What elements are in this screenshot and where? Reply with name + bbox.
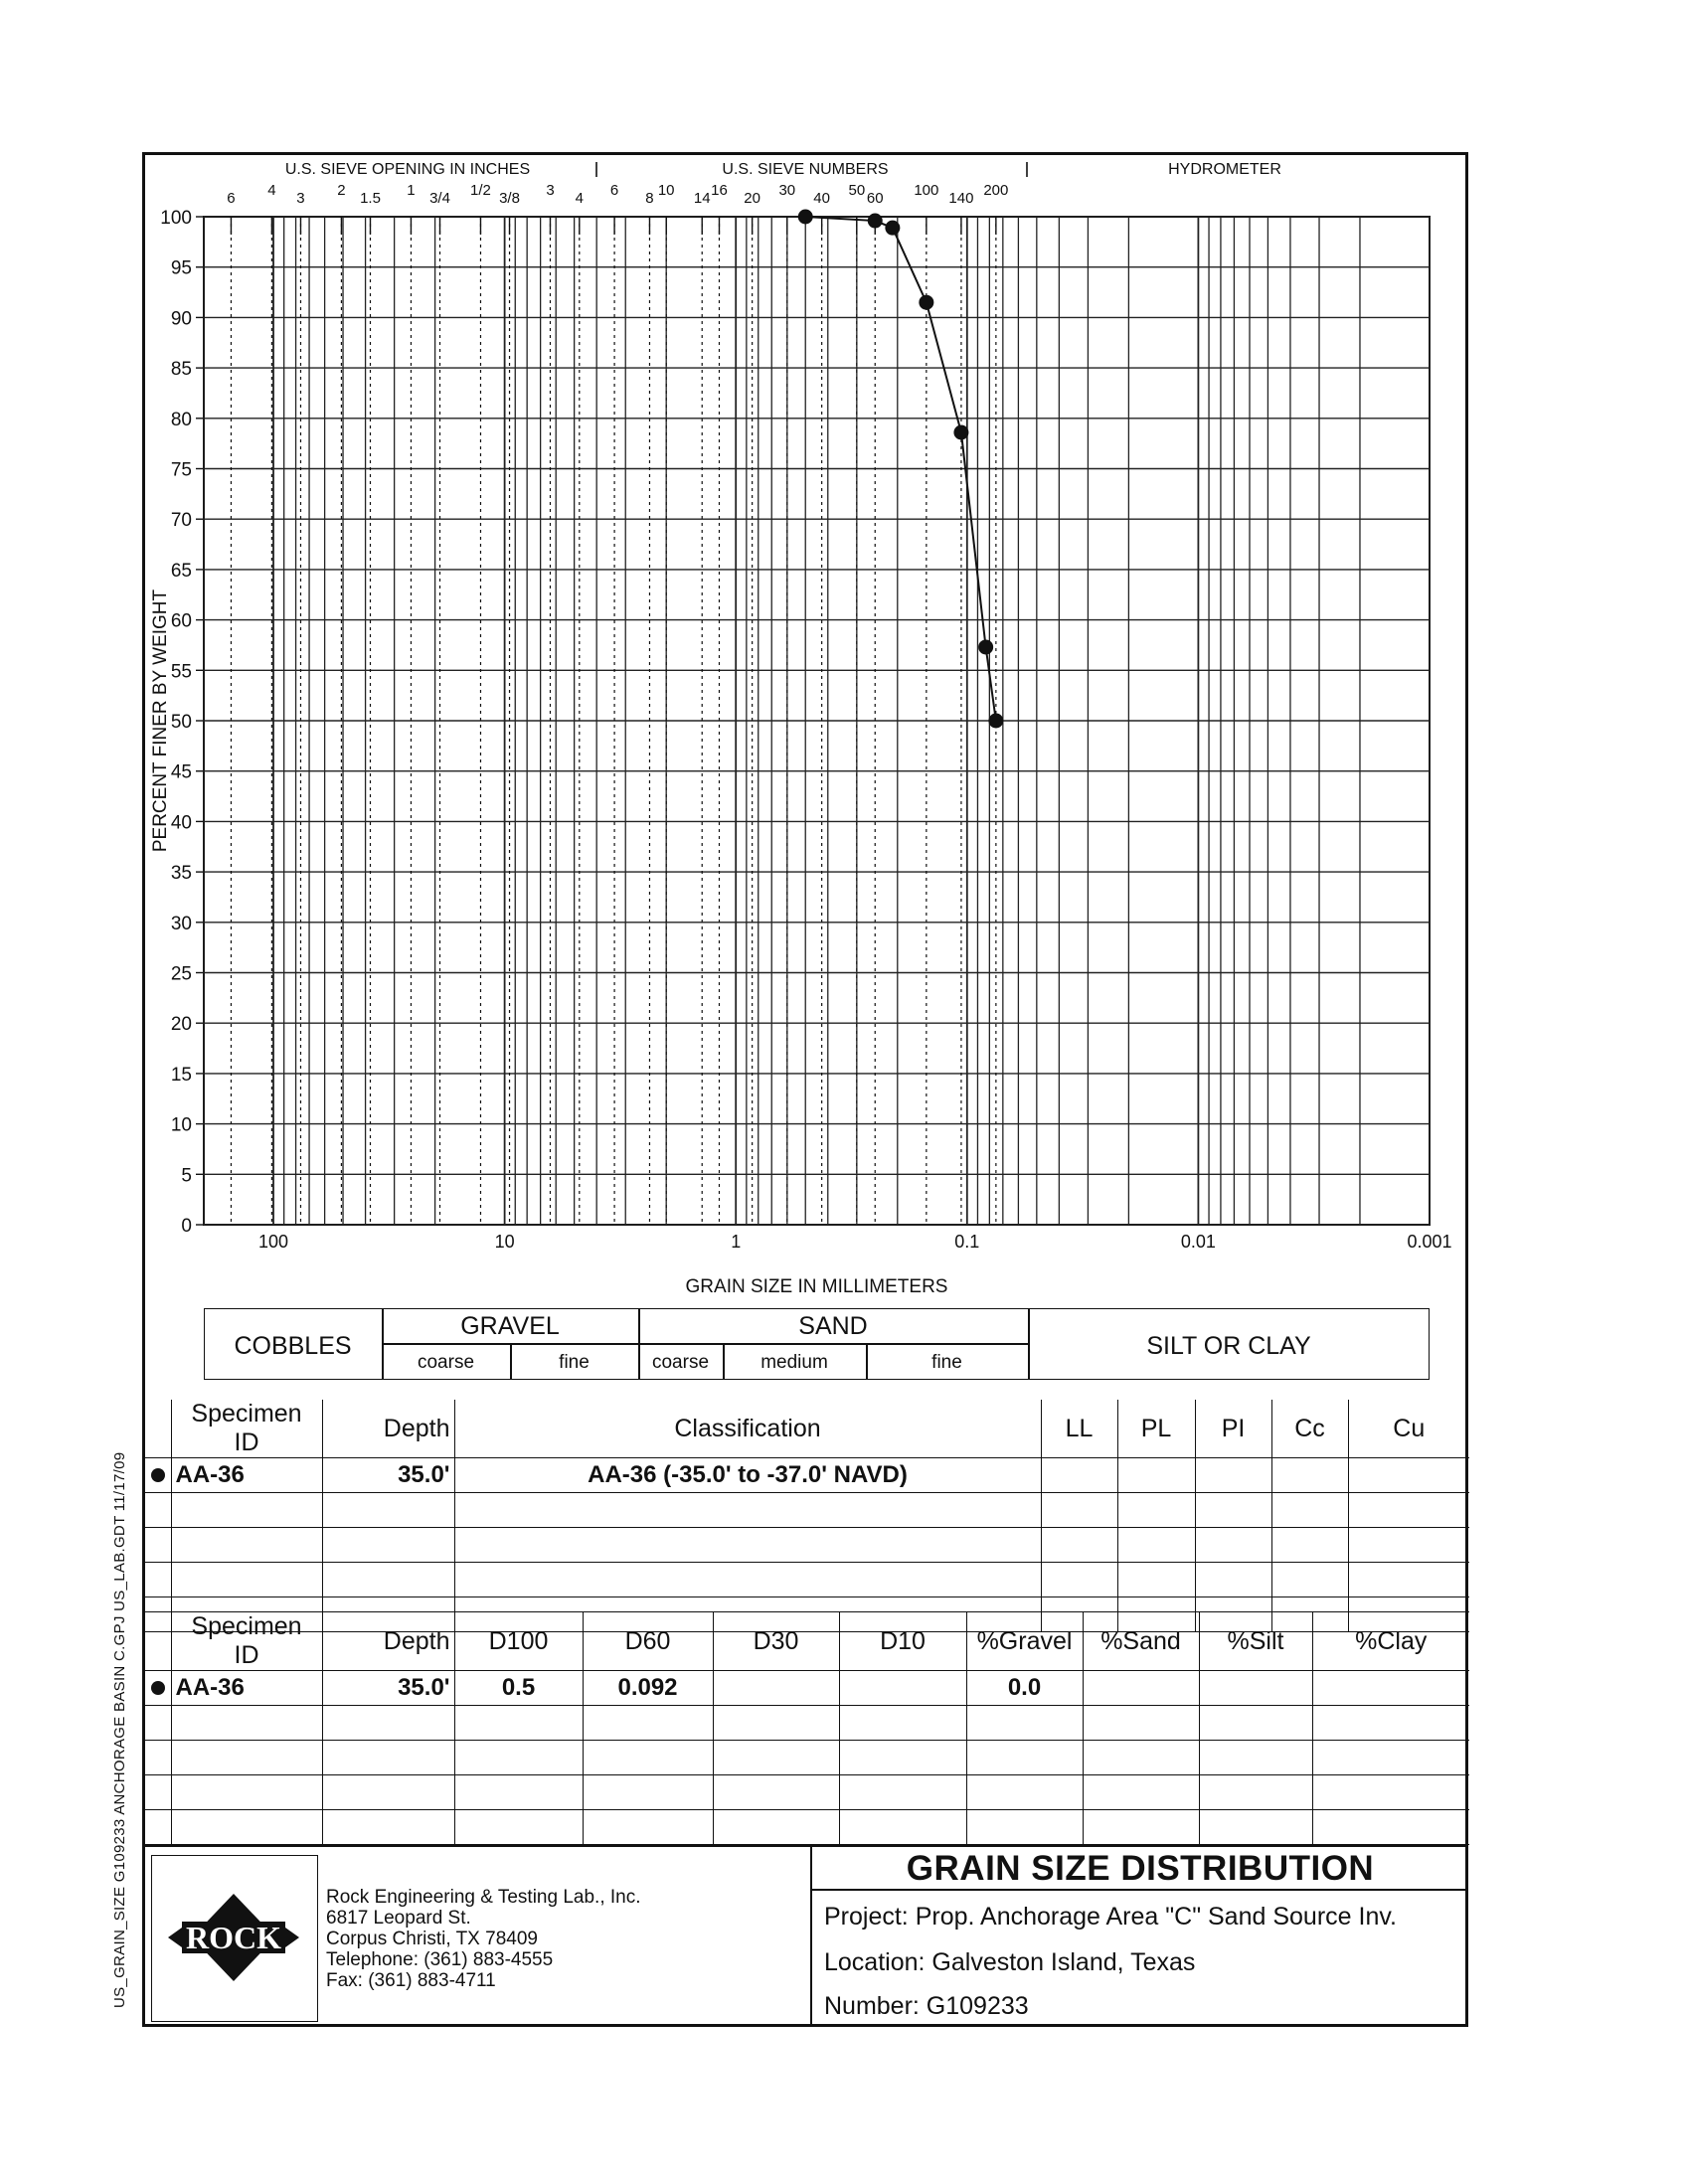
report-title-block (812, 1847, 1468, 2027)
empty-cell (171, 1775, 322, 1810)
d10-cell (839, 1671, 966, 1706)
silt-clay-label: SILT OR CLAY (1146, 1332, 1311, 1360)
empty-cell (1199, 1741, 1312, 1775)
depth-cell: 35.0' (322, 1458, 454, 1493)
pi-cell (1195, 1458, 1271, 1493)
empty-cell (145, 1706, 171, 1741)
company-fax: Fax: (361) 883-4711 (326, 1970, 496, 1991)
empty-cell (322, 1775, 454, 1810)
divider-line (382, 1343, 1028, 1345)
sieve-label: 1 (407, 182, 416, 199)
table-row (145, 1706, 1469, 1741)
data-point (953, 424, 968, 439)
x-tick-label: 10 (494, 1232, 515, 1252)
empty-cell (171, 1528, 322, 1563)
table-header-row (145, 1400, 1469, 1458)
company-logo-box (151, 1855, 318, 2022)
x-axis-label: GRAIN SIZE IN MILLIMETERS (685, 1276, 948, 1297)
header-d10: D10 (839, 1612, 966, 1671)
filled-circle-icon (151, 1681, 165, 1695)
sieve-label: 10 (657, 182, 675, 199)
sieve-label: 100 (914, 182, 939, 199)
empty-cell (583, 1775, 713, 1810)
empty-cell (583, 1810, 713, 1845)
sieve-label: 6 (609, 182, 619, 199)
sieve-label: 2 (337, 182, 346, 199)
header-ll: LL (1041, 1400, 1117, 1458)
cu-cell (1348, 1458, 1469, 1493)
sand-percent-cell (1083, 1671, 1199, 1706)
y-tick-label: 30 (170, 913, 192, 934)
empty-cell (145, 1528, 171, 1563)
y-tick-label: 20 (170, 1014, 192, 1036)
table-row (145, 1741, 1469, 1775)
filled-circle-icon (151, 1468, 165, 1482)
table-row (145, 1458, 1469, 1493)
rock-logo-icon (152, 1856, 316, 2020)
empty-cell (322, 1493, 454, 1528)
table-row (145, 1810, 1469, 1845)
header-d60: D60 (583, 1612, 713, 1671)
empty-cell (1312, 1741, 1469, 1775)
sand-medium-label: medium (760, 1352, 828, 1373)
sieve-label: 200 (983, 182, 1009, 199)
title-underline (812, 1889, 1468, 1891)
empty-cell (1195, 1563, 1271, 1597)
table-row (145, 1493, 1469, 1528)
sieve-label: 20 (744, 190, 760, 207)
sieve-label: 1.5 (360, 190, 381, 207)
header-classification: Classification (454, 1400, 1041, 1458)
table-row (145, 1775, 1469, 1810)
header-specimen-id: Specimen ID (171, 1612, 322, 1671)
empty-cell (1199, 1706, 1312, 1741)
empty-cell (1117, 1493, 1195, 1528)
empty-cell (171, 1706, 322, 1741)
header-cu: Cu (1348, 1400, 1469, 1458)
empty-cell (583, 1741, 713, 1775)
empty-cell (1041, 1493, 1117, 1528)
sieve-label: 16 (711, 182, 728, 199)
company-phone: Telephone: (361) 883-4555 (326, 1949, 554, 1970)
sieve-label: 3/4 (429, 190, 450, 207)
sieve-label: 50 (848, 182, 866, 199)
d60-cell: 0.092 (583, 1671, 713, 1706)
header-d100: D100 (454, 1612, 583, 1671)
sand-fine-label: fine (931, 1352, 962, 1373)
y-tick-label: 45 (170, 761, 192, 783)
x-tick-label: 0.1 (954, 1232, 980, 1252)
empty-cell (713, 1775, 839, 1810)
empty-cell (1312, 1775, 1469, 1810)
y-tick-label: 85 (170, 359, 192, 381)
sieve-label: 4 (575, 190, 584, 207)
empty-cell (454, 1775, 583, 1810)
sieve-label: 3/8 (499, 190, 520, 207)
empty-cell (454, 1528, 1041, 1563)
empty-cell (1083, 1741, 1199, 1775)
sieve-label: 40 (813, 190, 830, 207)
header-pl: PL (1117, 1400, 1195, 1458)
y-tick-label: 90 (170, 308, 192, 330)
empty-cell (839, 1706, 966, 1741)
atterberg-table (145, 1400, 1469, 1632)
sieve-label: 6 (227, 190, 236, 207)
empty-cell (1271, 1493, 1348, 1528)
header-cc: Cc (1271, 1400, 1348, 1458)
blank-cell (145, 1400, 171, 1458)
empty-cell (713, 1706, 839, 1741)
data-point (868, 214, 883, 229)
sieve-label: 8 (645, 190, 654, 207)
logo-left-arrow-shape (168, 1928, 182, 1947)
empty-cell (145, 1775, 171, 1810)
table-row (145, 1671, 1469, 1706)
y-tick-label: 70 (170, 510, 192, 532)
empty-cell (1271, 1563, 1348, 1597)
d100-cell: 0.5 (454, 1671, 583, 1706)
gravel-coarse-label: coarse (417, 1352, 475, 1373)
data-point (919, 295, 933, 310)
empty-cell (145, 1741, 171, 1775)
company-name: Rock Engineering & Testing Lab., Inc. (326, 1887, 641, 1908)
grain-size-summary-table (145, 1611, 1469, 1845)
table-row (145, 1528, 1469, 1563)
silt-percent-cell (1199, 1671, 1312, 1706)
header-gravel: %Gravel (966, 1612, 1083, 1671)
empty-cell (454, 1810, 583, 1845)
empty-cell (713, 1810, 839, 1845)
y-tick-label: 0 (181, 1216, 192, 1237)
blank-cell (145, 1612, 171, 1671)
empty-cell (1083, 1810, 1199, 1845)
clay-percent-cell (1312, 1671, 1469, 1706)
gravel-label: GRAVEL (460, 1312, 560, 1340)
empty-cell (1117, 1563, 1195, 1597)
empty-cell (1348, 1493, 1469, 1528)
empty-cell (839, 1741, 966, 1775)
empty-cell (583, 1706, 713, 1741)
empty-cell (1199, 1775, 1312, 1810)
sieve-label: 3 (546, 182, 555, 199)
empty-cell (966, 1775, 1083, 1810)
depth-cell: 35.0' (322, 1671, 454, 1706)
y-tick-label: 5 (181, 1165, 192, 1187)
report-title: GRAIN SIZE DISTRIBUTION (906, 1849, 1375, 1888)
empty-cell (1195, 1528, 1271, 1563)
empty-cell (171, 1810, 322, 1845)
empty-cell (966, 1741, 1083, 1775)
empty-cell (322, 1528, 454, 1563)
empty-cell (322, 1563, 454, 1597)
empty-cell (1083, 1775, 1199, 1810)
series-marker (145, 1671, 171, 1706)
sieve-label: 14 (693, 190, 711, 207)
pl-cell (1117, 1458, 1195, 1493)
y-tick-label: 75 (170, 459, 192, 481)
x-tick-label: 100 (257, 1232, 289, 1252)
ll-cell (1041, 1458, 1117, 1493)
company-address-line1: 6817 Leopard St. (326, 1908, 471, 1929)
empty-cell (145, 1563, 171, 1597)
sand-coarse-label: coarse (651, 1352, 710, 1373)
y-axis-label: PERCENT FINER BY WEIGHT (150, 588, 171, 853)
specimen-id-cell: AA-36 (171, 1671, 322, 1706)
section-header-label: U.S. SIEVE OPENING IN INCHES (284, 161, 531, 178)
section-header-label: U.S. SIEVE NUMBERS (722, 161, 889, 178)
empty-cell (454, 1493, 1041, 1528)
cc-cell (1271, 1458, 1348, 1493)
header-silt: %Silt (1199, 1612, 1312, 1671)
y-tick-label: 50 (170, 712, 192, 733)
empty-cell (966, 1706, 1083, 1741)
empty-cell (454, 1741, 583, 1775)
y-tick-label: 25 (170, 963, 192, 985)
header-specimen-id: Specimen ID (171, 1400, 322, 1458)
empty-cell (145, 1810, 171, 1845)
company-address-line2: Corpus Christi, TX 78409 (326, 1929, 538, 1949)
empty-cell (839, 1775, 966, 1810)
logo-text: ROCK (186, 1920, 281, 1955)
empty-cell (1041, 1528, 1117, 1563)
data-point (885, 221, 900, 236)
gravel-percent-cell: 0.0 (966, 1671, 1083, 1706)
series-marker (145, 1458, 171, 1493)
sieve-label: 3 (296, 190, 305, 207)
y-tick-label: 80 (170, 409, 192, 430)
y-tick-label: 65 (170, 560, 192, 582)
empty-cell (322, 1810, 454, 1845)
logo-right-arrow-shape (285, 1928, 299, 1947)
location-line: Location: Galveston Island, Texas (824, 1948, 1196, 1976)
empty-cell (454, 1563, 1041, 1597)
y-tick-label: 95 (170, 257, 192, 279)
empty-cell (322, 1706, 454, 1741)
y-tick-label: 15 (170, 1064, 192, 1086)
y-tick-label: 35 (170, 863, 192, 885)
header-pi: PI (1195, 1400, 1271, 1458)
empty-cell (1199, 1810, 1312, 1845)
empty-cell (1312, 1706, 1469, 1741)
table-row (145, 1563, 1469, 1597)
y-tick-label: 60 (170, 610, 192, 632)
empty-cell (1312, 1810, 1469, 1845)
y-tick-label: 40 (170, 812, 192, 834)
sieve-label: 4 (267, 182, 276, 199)
specimen-id-cell: AA-36 (171, 1458, 322, 1493)
y-tick-label: 10 (170, 1114, 192, 1136)
empty-cell (1117, 1528, 1195, 1563)
data-point (988, 714, 1003, 729)
x-tick-label: 1 (731, 1232, 742, 1252)
empty-cell (171, 1741, 322, 1775)
data-point (978, 639, 993, 654)
header-sand: %Sand (1083, 1612, 1199, 1671)
empty-cell (713, 1741, 839, 1775)
side-file-label: US_GRAIN_SIZE G109233 ANCHORAGE BASIN C.GPJ US_LAB.GDT 11/17/09 (111, 1451, 128, 2008)
sieve-label: 140 (948, 190, 974, 207)
empty-cell (1271, 1528, 1348, 1563)
cobbles-label: COBBLES (234, 1332, 352, 1360)
d30-cell (713, 1671, 839, 1706)
empty-cell (322, 1741, 454, 1775)
empty-cell (171, 1563, 322, 1597)
empty-cell (966, 1810, 1083, 1845)
table-header-row (145, 1612, 1469, 1671)
empty-cell (454, 1706, 583, 1741)
project-line: Project: Prop. Anchorage Area "C" Sand Source Inv. (824, 1903, 1397, 1931)
empty-cell (171, 1493, 322, 1528)
header-d30: D30 (713, 1612, 839, 1671)
classification-cell: AA-36 (-35.0' to -37.0' NAVD) (454, 1458, 1041, 1493)
empty-cell (1041, 1563, 1117, 1597)
section-header-label: HYDROMETER (1168, 161, 1281, 178)
sieve-label: 1/2 (470, 182, 491, 199)
header-depth: Depth (322, 1612, 454, 1671)
sand-label: SAND (798, 1312, 868, 1340)
empty-cell (145, 1493, 171, 1528)
header-clay: %Clay (1312, 1612, 1469, 1671)
y-tick-label: 55 (170, 661, 192, 683)
empty-cell (839, 1810, 966, 1845)
number-line: Number: G109233 (824, 1992, 1029, 2020)
x-tick-label: 0.001 (1407, 1232, 1452, 1252)
sieve-label: 60 (866, 190, 884, 207)
empty-cell (1195, 1493, 1271, 1528)
empty-cell (1083, 1706, 1199, 1741)
empty-cell (1348, 1528, 1469, 1563)
data-point (798, 210, 813, 225)
company-info (326, 1887, 641, 1991)
header-depth: Depth (322, 1400, 454, 1458)
gravel-fine-label: fine (559, 1352, 590, 1373)
x-tick-label: 0.01 (1180, 1232, 1216, 1252)
empty-cell (1348, 1563, 1469, 1597)
sieve-label: 30 (778, 182, 796, 199)
y-tick-label: 100 (160, 208, 192, 229)
